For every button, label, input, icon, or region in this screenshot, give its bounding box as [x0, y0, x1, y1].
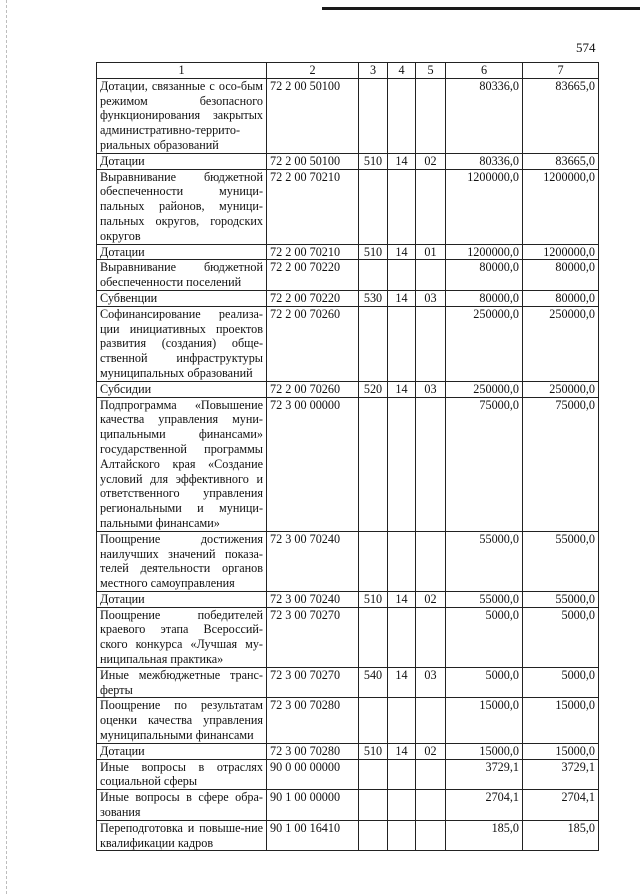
budget-table: [96, 62, 599, 851]
row-name-cell: Переподготовка и повыше-ние квалификации кадров: [97, 820, 267, 851]
row-code-cell: 72 3 00 70240: [267, 591, 359, 607]
row-amount-7-cell: 55000,0: [523, 591, 599, 607]
row-name-cell: Поощрение победителей краевого этапа Всероссий-ского конкурса «Лучшая му-ниципальная практика»: [97, 607, 267, 667]
table-row: [97, 591, 599, 607]
row-amount-6-cell: 5000,0: [446, 667, 523, 698]
row-amount-6-cell: 250000,0: [446, 381, 523, 397]
row-col5-cell: 03: [416, 290, 446, 306]
row-col4-cell: [388, 820, 416, 851]
row-code-cell: 72 3 00 70270: [267, 667, 359, 698]
row-code-cell: 90 0 00 00000: [267, 759, 359, 790]
row-col4-cell: [388, 397, 416, 531]
row-col5-cell: [416, 790, 446, 821]
row-name-cell: Дотации: [97, 591, 267, 607]
row-amount-6-cell: 15000,0: [446, 743, 523, 759]
table-row: [97, 759, 599, 790]
row-col5-cell: [416, 820, 446, 851]
row-col4-cell: [388, 790, 416, 821]
row-name-cell: Субвенции: [97, 290, 267, 306]
row-amount-7-cell: 2704,1: [523, 790, 599, 821]
table-row: [97, 607, 599, 667]
column-header-7: 7: [523, 63, 599, 79]
row-name-cell: Выравнивание бюджетной обеспеченности муници-пальных районов, муници-пальных округов, городских округов: [97, 169, 267, 244]
row-amount-6-cell: 15000,0: [446, 698, 523, 743]
table-row: [97, 169, 599, 244]
row-code-cell: 72 3 00 70270: [267, 607, 359, 667]
table-row: [97, 790, 599, 821]
row-col3-cell: [359, 698, 388, 743]
row-amount-6-cell: 80336,0: [446, 153, 523, 169]
row-amount-6-cell: 1200000,0: [446, 169, 523, 244]
row-col3-cell: 510: [359, 244, 388, 260]
row-code-cell: 72 3 00 70280: [267, 698, 359, 743]
table-row: [97, 153, 599, 169]
row-name-cell: Иные вопросы в отраслях социальной сферы: [97, 759, 267, 790]
row-name-cell: Софинансирование реализа-ции инициативных проектов развития (создания) обще-ственной инфраструктуры муниципальных образований: [97, 306, 267, 381]
row-amount-6-cell: 1200000,0: [446, 244, 523, 260]
row-name-cell: Иные межбюджетные транс-ферты: [97, 667, 267, 698]
table-row: [97, 698, 599, 743]
row-code-cell: 72 2 00 50100: [267, 78, 359, 153]
row-col5-cell: [416, 78, 446, 153]
row-col3-cell: [359, 759, 388, 790]
table-row: [97, 531, 599, 591]
row-col4-cell: 14: [388, 244, 416, 260]
row-code-cell: 72 2 00 70260: [267, 381, 359, 397]
row-name-cell: Дотации: [97, 244, 267, 260]
row-col5-cell: 03: [416, 667, 446, 698]
row-name-cell: Поощрение достижения наилучших значений показа-телей деятельности органов местного самоуправления: [97, 531, 267, 591]
column-header-3: 3: [359, 63, 388, 79]
row-col3-cell: [359, 790, 388, 821]
table-body: [97, 78, 599, 851]
row-col3-cell: 510: [359, 153, 388, 169]
row-name-cell: Дотации: [97, 743, 267, 759]
row-col4-cell: 14: [388, 153, 416, 169]
table-row: [97, 290, 599, 306]
row-col3-cell: 510: [359, 743, 388, 759]
row-col5-cell: [416, 759, 446, 790]
row-amount-7-cell: 83665,0: [523, 78, 599, 153]
row-col3-cell: [359, 607, 388, 667]
row-amount-7-cell: 80000,0: [523, 290, 599, 306]
row-col5-cell: [416, 698, 446, 743]
row-code-cell: 90 1 00 16410: [267, 820, 359, 851]
row-name-cell: Дотации: [97, 153, 267, 169]
table-row: [97, 820, 599, 851]
row-code-cell: 72 2 00 70260: [267, 306, 359, 381]
row-amount-7-cell: 250000,0: [523, 381, 599, 397]
row-amount-6-cell: 250000,0: [446, 306, 523, 381]
row-col3-cell: [359, 260, 388, 291]
row-col5-cell: [416, 397, 446, 531]
row-amount-7-cell: 3729,1: [523, 759, 599, 790]
row-amount-6-cell: 55000,0: [446, 531, 523, 591]
row-col4-cell: [388, 698, 416, 743]
table-row: [97, 743, 599, 759]
row-amount-7-cell: 5000,0: [523, 607, 599, 667]
row-col4-cell: [388, 260, 416, 291]
row-col4-cell: [388, 759, 416, 790]
row-col5-cell: [416, 260, 446, 291]
row-col4-cell: 14: [388, 591, 416, 607]
row-code-cell: 72 3 00 70240: [267, 531, 359, 591]
row-code-cell: 90 1 00 00000: [267, 790, 359, 821]
row-amount-7-cell: 1200000,0: [523, 169, 599, 244]
row-name-cell: Дотации, связанные с осо-бым режимом безопасного функционирования закрытых административно-террито-риальных образований: [97, 78, 267, 153]
row-amount-7-cell: 15000,0: [523, 743, 599, 759]
row-col5-cell: [416, 531, 446, 591]
row-amount-7-cell: 250000,0: [523, 306, 599, 381]
row-col5-cell: 02: [416, 591, 446, 607]
row-col4-cell: 14: [388, 667, 416, 698]
row-amount-7-cell: 1200000,0: [523, 244, 599, 260]
row-amount-7-cell: 185,0: [523, 820, 599, 851]
table-row: [97, 306, 599, 381]
table-row: [97, 78, 599, 153]
row-amount-7-cell: 15000,0: [523, 698, 599, 743]
row-col4-cell: 14: [388, 381, 416, 397]
table-row: [97, 381, 599, 397]
row-amount-7-cell: 5000,0: [523, 667, 599, 698]
row-amount-6-cell: 5000,0: [446, 607, 523, 667]
row-col4-cell: 14: [388, 743, 416, 759]
row-amount-7-cell: 83665,0: [523, 153, 599, 169]
column-header-1: 1: [97, 63, 267, 79]
row-amount-6-cell: 80000,0: [446, 290, 523, 306]
row-amount-7-cell: 80000,0: [523, 260, 599, 291]
row-name-cell: Поощрение по результатам оценки качества управления муниципальными финансами: [97, 698, 267, 743]
row-col5-cell: 01: [416, 244, 446, 260]
page-number: 574: [576, 40, 596, 55]
row-col3-cell: 540: [359, 667, 388, 698]
row-col3-cell: 530: [359, 290, 388, 306]
top-rule: [322, 7, 640, 10]
row-col5-cell: [416, 169, 446, 244]
table-row: [97, 397, 599, 531]
row-col5-cell: [416, 306, 446, 381]
row-col5-cell: 02: [416, 743, 446, 759]
row-col4-cell: [388, 306, 416, 381]
row-amount-6-cell: 55000,0: [446, 591, 523, 607]
row-col5-cell: [416, 607, 446, 667]
row-col5-cell: 02: [416, 153, 446, 169]
row-code-cell: 72 2 00 70210: [267, 244, 359, 260]
column-header-6: 6: [446, 63, 523, 79]
row-code-cell: 72 2 00 70220: [267, 290, 359, 306]
header-row: [97, 63, 599, 79]
table-row: [97, 667, 599, 698]
row-col4-cell: [388, 78, 416, 153]
row-col5-cell: 03: [416, 381, 446, 397]
row-col4-cell: [388, 607, 416, 667]
row-code-cell: 72 2 00 70220: [267, 260, 359, 291]
row-amount-7-cell: 55000,0: [523, 531, 599, 591]
row-amount-6-cell: 2704,1: [446, 790, 523, 821]
row-col3-cell: [359, 306, 388, 381]
row-col3-cell: 520: [359, 381, 388, 397]
row-col3-cell: [359, 78, 388, 153]
row-name-cell: Подпрограмма «Повышение качества управления муни-ципальными финансами» государственной программы Алтайского края «Создание условий для эффективного и ответственного управления региональными и муници-пальными финансами»: [97, 397, 267, 531]
row-name-cell: Иные вопросы в сфере обра-зования: [97, 790, 267, 821]
row-col3-cell: [359, 820, 388, 851]
left-margin-line: [6, 0, 8, 894]
row-col4-cell: [388, 531, 416, 591]
row-code-cell: 72 3 00 70280: [267, 743, 359, 759]
row-amount-6-cell: 3729,1: [446, 759, 523, 790]
row-name-cell: Выравнивание бюджетной обеспеченности поселений: [97, 260, 267, 291]
row-name-cell: Субсидии: [97, 381, 267, 397]
column-header-5: 5: [416, 63, 446, 79]
row-amount-6-cell: 75000,0: [446, 397, 523, 531]
row-col4-cell: [388, 169, 416, 244]
column-header-2: 2: [267, 63, 359, 79]
table-row: [97, 260, 599, 291]
row-col4-cell: 14: [388, 290, 416, 306]
row-code-cell: 72 2 00 50100: [267, 153, 359, 169]
row-code-cell: 72 3 00 00000: [267, 397, 359, 531]
row-code-cell: 72 2 00 70210: [267, 169, 359, 244]
row-col3-cell: 510: [359, 591, 388, 607]
row-col3-cell: [359, 169, 388, 244]
row-amount-6-cell: 80000,0: [446, 260, 523, 291]
table-row: [97, 244, 599, 260]
column-header-4: 4: [388, 63, 416, 79]
row-amount-6-cell: 185,0: [446, 820, 523, 851]
row-col3-cell: [359, 397, 388, 531]
row-amount-7-cell: 75000,0: [523, 397, 599, 531]
row-amount-6-cell: 80336,0: [446, 78, 523, 153]
row-col3-cell: [359, 531, 388, 591]
